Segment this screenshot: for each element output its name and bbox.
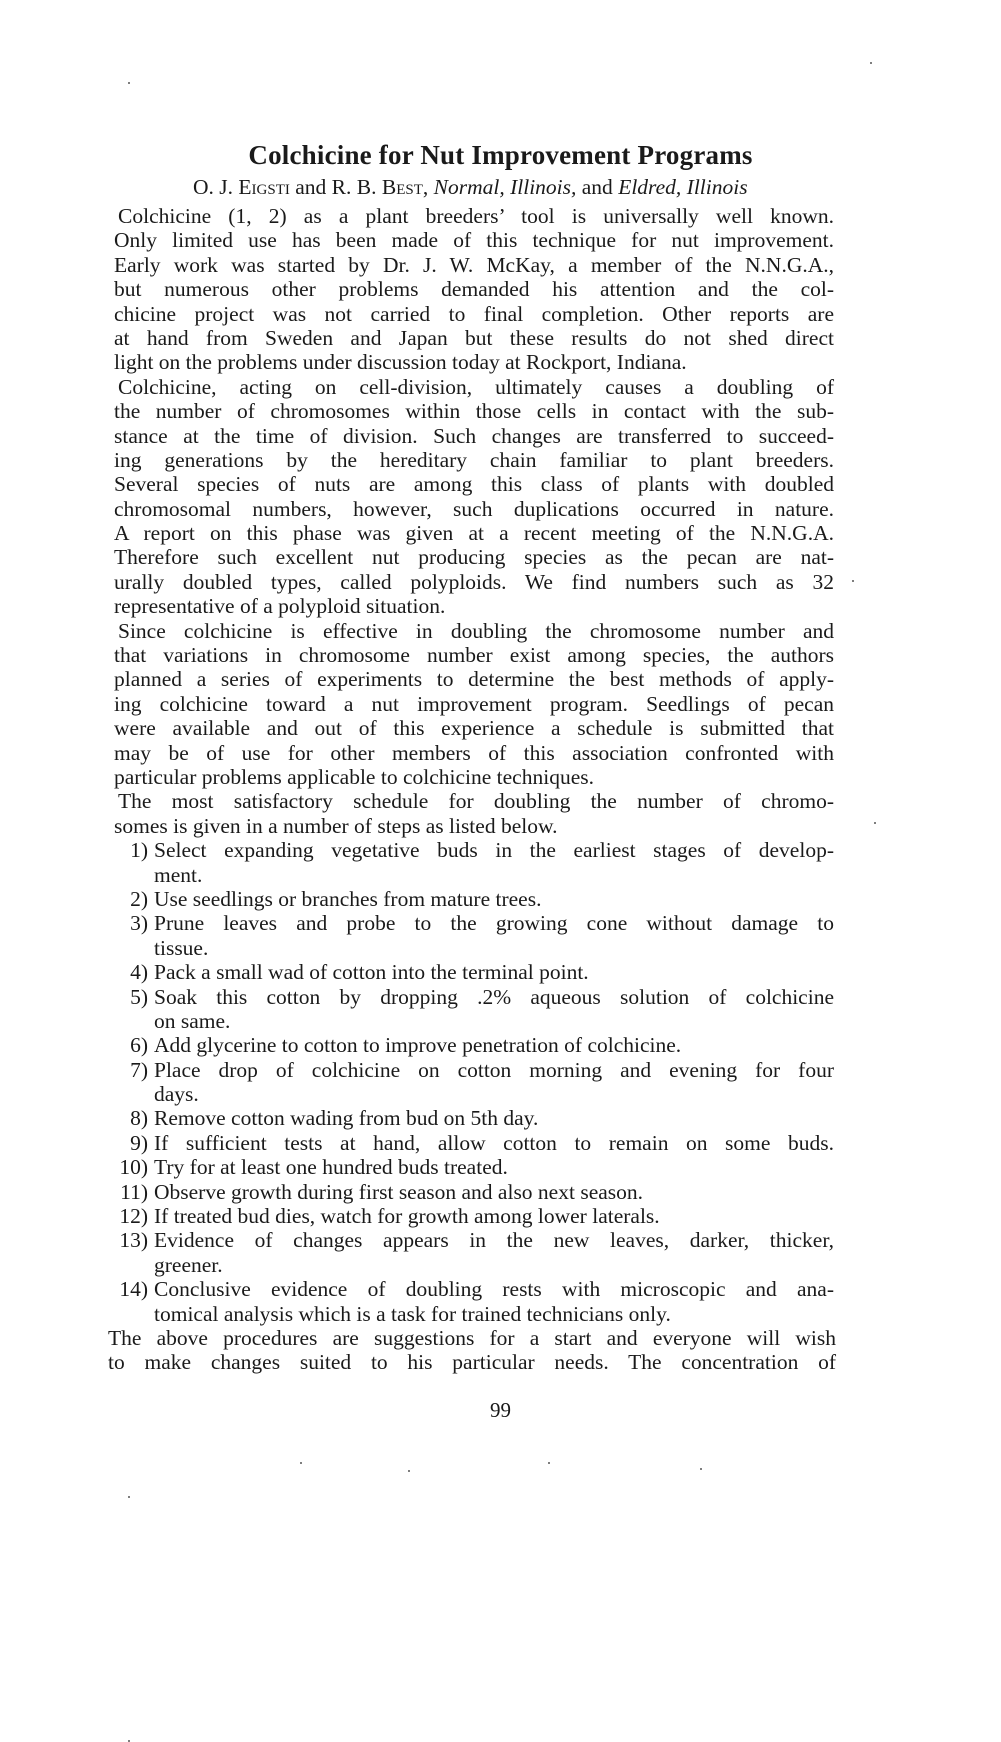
text-line: Only limited use has been made of this technique for nut improvement. bbox=[114, 228, 834, 253]
step-number: 3) bbox=[130, 911, 148, 936]
step-text: If sufficient tests at hand, allow cotton to remain on some buds. bbox=[154, 1130, 834, 1155]
text-line: A report on this phase was given at a recent meeting of the N.N.G.A. bbox=[114, 521, 834, 546]
article-byline bbox=[193, 175, 748, 200]
text-line: light on the problems under discussion today at Rockport, Indiana. bbox=[114, 350, 687, 375]
author2-location: Eldred, Illinois bbox=[618, 175, 748, 199]
article-title: Colchicine for Nut Improvement Programs bbox=[248, 140, 753, 170]
list-item bbox=[114, 1155, 834, 1179]
step-number: 12) bbox=[119, 1204, 148, 1229]
list-item bbox=[114, 1277, 834, 1326]
text-line: The above procedures are suggestions for a start and everyone will wish bbox=[108, 1325, 836, 1350]
step-text: Remove cotton wading from bud on 5th day. bbox=[154, 1106, 539, 1131]
step-number: 2) bbox=[130, 886, 148, 911]
list-item bbox=[114, 1204, 834, 1228]
text-line: planned a series of experiments to determine the best methods of apply- bbox=[114, 667, 834, 692]
text-line: representative of a polyploid situation. bbox=[114, 594, 446, 619]
list-item bbox=[114, 1228, 834, 1277]
text-line: Several species of nuts are among this class of plants with doubled bbox=[114, 472, 834, 497]
byline-conjunction-2: and bbox=[576, 175, 619, 199]
text-line: chicine project was not carried to final completion. Other reports are bbox=[114, 301, 834, 326]
text-line: ing generations by the hereditary chain familiar to plant breeders. bbox=[114, 447, 834, 472]
byline-conjunction: and R. B. bbox=[289, 175, 382, 199]
author1-location: Normal, Illinois, bbox=[433, 175, 577, 199]
text-line: ing colchicine toward a nut improvement program. Seedlings of pecan bbox=[114, 691, 834, 716]
author1-initials: O. J. bbox=[193, 175, 239, 199]
step-text: Pack a small wad of cotton into the terminal point. bbox=[154, 960, 589, 985]
steps-list bbox=[114, 838, 834, 1326]
text-line: Since colchicine is effective in doubling the chromosome number and bbox=[118, 618, 834, 643]
step-text: days. bbox=[154, 1082, 199, 1107]
step-text: Observe growth during first season and also next season. bbox=[154, 1179, 644, 1204]
step-number: 9) bbox=[130, 1130, 148, 1155]
scan-speck bbox=[128, 82, 130, 84]
step-number: 5) bbox=[130, 984, 148, 1009]
step-text: tomical analysis which is a task for trained technicians only. bbox=[154, 1301, 671, 1326]
step-text: ment. bbox=[154, 862, 203, 887]
text-line: but numerous other problems demanded his attention and the col- bbox=[114, 277, 834, 302]
text-line: the number of chromosomes within those cells in contact with the sub- bbox=[114, 399, 834, 424]
step-number: 11) bbox=[120, 1179, 148, 1204]
step-text: greener. bbox=[154, 1252, 223, 1277]
step-number: 14) bbox=[119, 1277, 148, 1302]
step-text: Evidence of changes appears in the new leaves, darker, thicker, bbox=[154, 1228, 834, 1253]
step-number: 7) bbox=[130, 1057, 148, 1082]
text-line: somes is given in a number of steps as listed below. bbox=[114, 813, 558, 838]
scan-speck bbox=[300, 1462, 302, 1464]
scan-speck bbox=[870, 62, 872, 64]
text-line: were available and out of this experience a schedule is submitted that bbox=[114, 716, 834, 741]
list-item bbox=[114, 1180, 834, 1204]
text-line: Therefore such excellent nut producing species as the pecan are nat- bbox=[114, 545, 834, 570]
scan-speck bbox=[852, 580, 854, 582]
step-text: If treated bud dies, watch for growth among lower laterals. bbox=[154, 1204, 660, 1229]
author2-surname: Best bbox=[381, 175, 423, 199]
byline-separator: , bbox=[422, 175, 434, 199]
step-text: Try for at least one hundred buds treated. bbox=[154, 1155, 508, 1180]
step-text: Conclusive evidence of doubling rests with microscopic and ana- bbox=[154, 1277, 834, 1302]
step-number: 13) bbox=[119, 1228, 148, 1253]
step-text: Select expanding vegetative buds in the earliest stages of develop- bbox=[154, 838, 834, 863]
text-line: may be of use for other members of this association confronted with bbox=[114, 740, 834, 765]
text-line: to make changes suited to his particular needs. The concentration of bbox=[108, 1350, 836, 1375]
page-number: 99 bbox=[490, 1398, 511, 1422]
step-number: 4) bbox=[130, 960, 148, 985]
list-item bbox=[114, 1131, 834, 1155]
step-number: 6) bbox=[130, 1033, 148, 1058]
list-item bbox=[114, 911, 834, 960]
text-line: stance at the time of division. Such changes are transferred to succeed- bbox=[114, 423, 834, 448]
paragraph-1 bbox=[114, 204, 834, 375]
text-line: The most satisfactory schedule for doubling the number of chromo- bbox=[118, 789, 834, 814]
list-item bbox=[114, 960, 834, 984]
step-text: Prune leaves and probe to the growing cone without damage to bbox=[154, 911, 834, 936]
paragraph-2 bbox=[114, 375, 834, 619]
scan-speck bbox=[408, 1470, 410, 1472]
step-text: on same. bbox=[154, 1008, 231, 1033]
list-item bbox=[114, 1033, 834, 1057]
closing-paragraph bbox=[108, 1326, 836, 1375]
paragraph-4 bbox=[114, 789, 834, 838]
text-line: chromosomal numbers, however, such duplications occurred in nature. bbox=[114, 496, 834, 521]
list-item bbox=[114, 1058, 834, 1107]
scan-speck bbox=[548, 1462, 550, 1464]
text-line: Early work was started by Dr. J. W. McKay, a member of the N.N.G.A., bbox=[114, 252, 834, 277]
step-number: 1) bbox=[130, 838, 148, 863]
list-item bbox=[114, 887, 834, 911]
scan-speck bbox=[700, 1468, 702, 1470]
text-line: Colchicine, acting on cell-division, ultimately causes a doubling of bbox=[118, 374, 834, 399]
list-item bbox=[114, 985, 834, 1034]
step-text: Add glycerine to cotton to improve penetration of colchicine. bbox=[154, 1033, 682, 1058]
step-text: tissue. bbox=[154, 935, 209, 960]
scan-speck bbox=[874, 822, 876, 824]
step-number: 8) bbox=[130, 1106, 148, 1131]
step-text: Place drop of colchicine on cotton morning and evening for four bbox=[154, 1057, 834, 1082]
text-line: Colchicine (1, 2) as a plant breeders’ tool is universally well known. bbox=[118, 204, 834, 228]
step-number: 10) bbox=[119, 1155, 148, 1180]
list-item bbox=[114, 838, 834, 887]
author1-surname: Eigsti bbox=[238, 175, 290, 199]
scan-speck bbox=[128, 1496, 130, 1498]
text-line: particular problems applicable to colchicine techniques. bbox=[114, 764, 594, 789]
text-line: urally doubled types, called polyploids. We find numbers such as 32 bbox=[114, 569, 834, 594]
step-text: Use seedlings or branches from mature trees. bbox=[154, 886, 542, 911]
paragraph-3 bbox=[114, 619, 834, 790]
list-item bbox=[114, 1106, 834, 1130]
text-line: at hand from Sweden and Japan but these results do not shed direct bbox=[114, 325, 834, 350]
step-text: Soak this cotton by dropping .2% aqueous solution of colchicine bbox=[154, 984, 834, 1009]
text-line: that variations in chromosome number exist among species, the authors bbox=[114, 643, 834, 668]
article-body bbox=[108, 204, 836, 1375]
